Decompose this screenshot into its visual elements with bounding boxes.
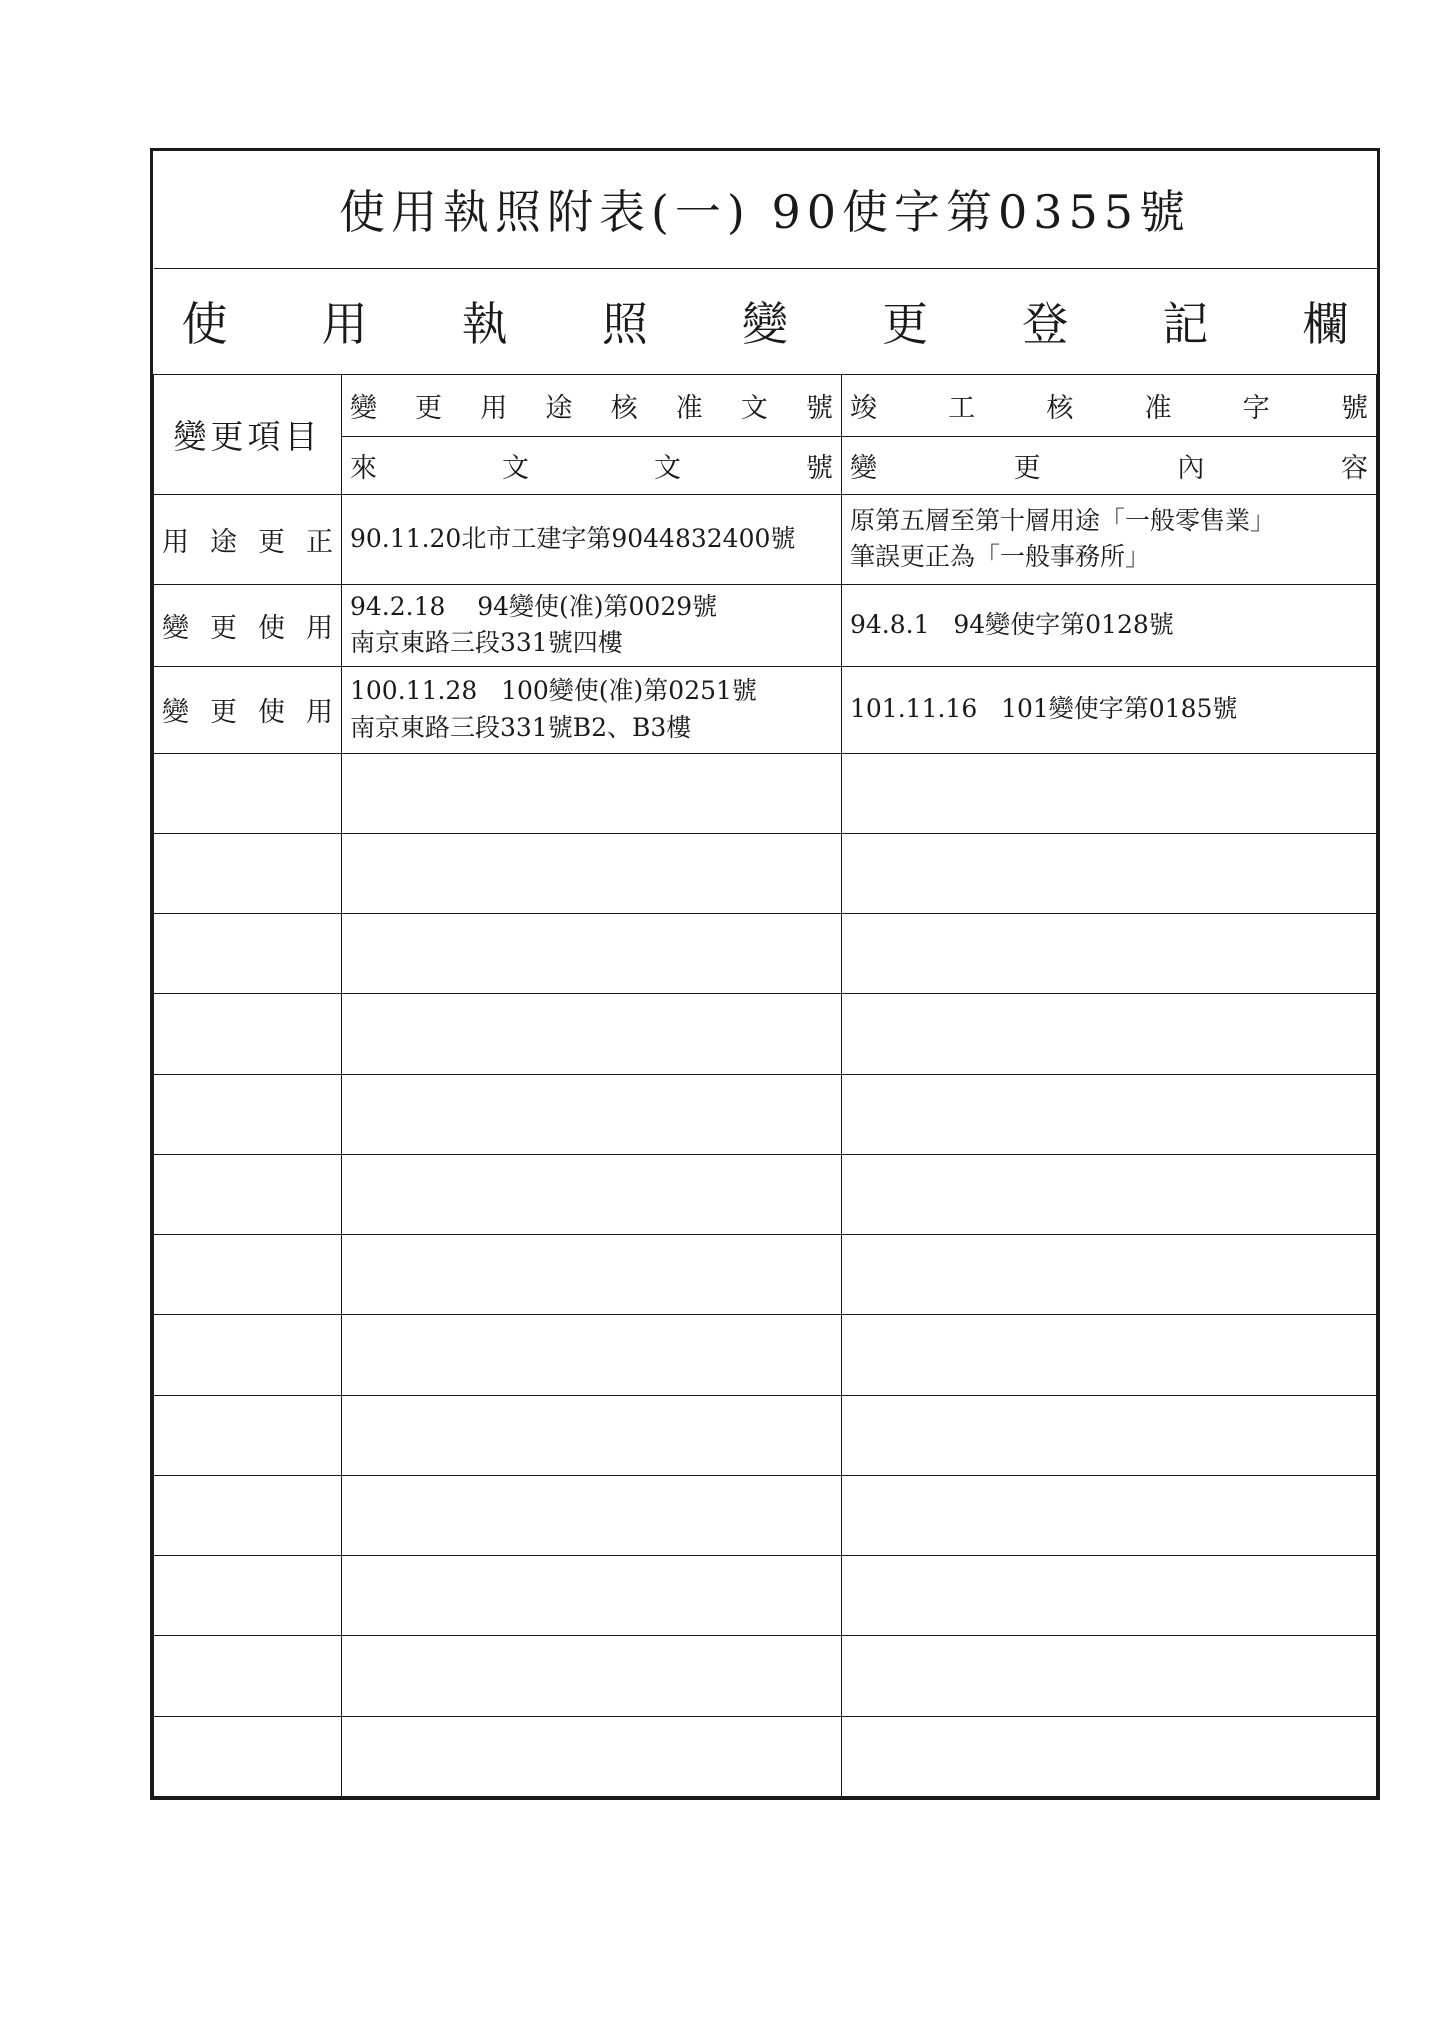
header-change-content-text — [850, 446, 1368, 485]
change-item-char: 使 — [258, 612, 285, 644]
change-content-line: 94.8.1 94變使字第0128號 — [850, 609, 1174, 639]
empty-cell — [342, 1716, 842, 1796]
change-item-cell — [154, 494, 342, 584]
empty-row — [154, 914, 1377, 994]
empty-row — [154, 1636, 1377, 1716]
table-row — [154, 494, 1377, 584]
change-content-cell — [842, 666, 1377, 753]
header-char: 准 — [1144, 392, 1172, 424]
empty-cell — [154, 1154, 342, 1234]
header-char: 來 — [350, 452, 377, 484]
register-table — [153, 151, 1377, 1797]
header-char: 號 — [805, 392, 833, 424]
empty-cell — [342, 1154, 842, 1234]
subtitle-text — [182, 288, 1349, 354]
empty-cell — [842, 1636, 1377, 1716]
subtitle-char: 變 — [742, 297, 788, 351]
empty-cell — [154, 1235, 342, 1315]
change-item-text — [162, 520, 333, 559]
empty-cell — [342, 1395, 842, 1475]
header-char: 文 — [740, 392, 768, 424]
change-item-char: 使 — [258, 697, 285, 728]
change-item-char: 變 — [162, 612, 189, 644]
empty-row — [154, 753, 1377, 833]
subtitle-char: 照 — [601, 297, 648, 351]
table-row — [154, 666, 1377, 753]
empty-cell — [154, 1315, 342, 1395]
header-char: 竣 — [850, 392, 877, 424]
empty-cell — [342, 914, 842, 994]
header-completion-no — [842, 374, 1377, 436]
change-content-cell — [842, 494, 1377, 584]
empty-cell — [154, 914, 342, 994]
header-char: 變 — [850, 452, 877, 484]
empty-cell — [154, 994, 342, 1074]
change-item-text — [162, 690, 333, 729]
empty-cell — [842, 1556, 1377, 1636]
header-change-content — [842, 436, 1377, 494]
empty-cell — [842, 1235, 1377, 1315]
change-item-char: 途 — [210, 526, 237, 558]
empty-cell — [154, 753, 342, 833]
header-char: 准 — [675, 392, 703, 424]
header-char: 文 — [654, 452, 681, 484]
empty-row — [154, 1235, 1377, 1315]
change-item-char: 更 — [210, 612, 237, 644]
incoming-doc-cell — [342, 666, 842, 753]
change-item-cell — [154, 584, 342, 666]
header-char: 號 — [1340, 392, 1368, 424]
empty-cell — [342, 753, 842, 833]
change-item-text — [162, 606, 333, 645]
empty-cell — [154, 1556, 342, 1636]
header-char: 更 — [415, 392, 443, 424]
empty-cell — [342, 1235, 842, 1315]
table-row — [154, 584, 1377, 666]
incoming-doc-cell — [342, 494, 842, 584]
change-item-char: 變 — [162, 697, 189, 728]
incoming-doc-line: 南京東路三段331號B2、B3樓 — [350, 712, 692, 742]
change-item-char: 用 — [162, 526, 189, 558]
section-subtitle — [154, 268, 1377, 374]
empty-row — [154, 1556, 1377, 1636]
header-char: 容 — [1340, 452, 1368, 484]
empty-row — [154, 994, 1377, 1074]
change-item-char: 用 — [306, 697, 333, 728]
empty-cell — [342, 833, 842, 913]
empty-cell — [842, 994, 1377, 1074]
header-approval-no-text — [350, 386, 833, 425]
empty-cell — [842, 753, 1377, 833]
empty-cell — [342, 994, 842, 1074]
change-content-line: 筆誤更正為「一般事務所」 — [850, 542, 1151, 571]
empty-row — [154, 1395, 1377, 1475]
empty-cell — [842, 1315, 1377, 1395]
change-item-char: 更 — [210, 697, 237, 728]
header-approval-no — [342, 374, 842, 436]
header-char: 號 — [806, 452, 833, 484]
empty-cell — [842, 1475, 1377, 1555]
change-content-line: 101.11.16 101變使字第0185號 — [850, 694, 1238, 724]
empty-cell — [154, 1475, 342, 1555]
header-char: 內 — [1177, 452, 1205, 484]
empty-row — [154, 1154, 1377, 1234]
change-content-line: 原第五層至第十層用途「一般零售業」 — [850, 505, 1276, 535]
empty-row — [154, 833, 1377, 913]
empty-cell — [342, 1074, 842, 1154]
subtitle-char: 執 — [461, 297, 508, 351]
subtitle-char: 更 — [882, 297, 929, 351]
empty-row — [154, 1475, 1377, 1555]
header-char: 文 — [502, 452, 529, 484]
empty-cell — [154, 1395, 342, 1475]
incoming-doc-line: 100.11.28 100變使(准)第0251號 — [350, 676, 757, 706]
empty-cell — [342, 1556, 842, 1636]
empty-cell — [154, 1074, 342, 1154]
subtitle-char: 登 — [1022, 297, 1069, 351]
empty-cell — [842, 1074, 1377, 1154]
empty-cell — [842, 914, 1377, 994]
header-char: 字 — [1242, 392, 1270, 424]
change-content-cell — [842, 584, 1377, 666]
license-change-register — [150, 148, 1380, 1800]
empty-row — [154, 1716, 1377, 1796]
empty-cell — [842, 1716, 1377, 1796]
header-incoming-doc-text — [350, 446, 833, 485]
change-item-char: 正 — [306, 526, 333, 558]
change-item-char: 更 — [258, 526, 285, 558]
header-char: 更 — [1013, 452, 1041, 484]
empty-row — [154, 1315, 1377, 1395]
empty-cell — [154, 833, 342, 913]
empty-cell — [842, 1154, 1377, 1234]
header-incoming-doc — [342, 436, 842, 494]
change-item-char: 用 — [306, 612, 333, 644]
subtitle-char: 使 — [181, 297, 228, 351]
empty-cell — [342, 1475, 842, 1555]
incoming-doc-line: 94.2.18 94變使(准)第0029號 — [350, 591, 718, 621]
header-char: 途 — [545, 392, 573, 424]
subtitle-char: 記 — [1162, 297, 1209, 351]
header-completion-no-text — [850, 386, 1368, 425]
header-change-item: 變更項目 — [154, 374, 342, 494]
empty-cell — [342, 1636, 842, 1716]
subtitle-char: 欄 — [1302, 297, 1349, 351]
incoming-doc-line: 南京東路三段331號四樓 — [350, 628, 623, 657]
empty-row — [154, 1074, 1377, 1154]
incoming-doc-cell — [342, 584, 842, 666]
header-char: 工 — [948, 392, 976, 424]
header-char: 核 — [610, 392, 638, 424]
header-char: 核 — [1046, 392, 1074, 424]
change-item-cell — [154, 666, 342, 753]
empty-cell — [842, 1395, 1377, 1475]
incoming-doc-line: 90.11.20北市工建字第9044832400號 — [350, 523, 796, 553]
empty-cell — [342, 1315, 842, 1395]
header-char: 用 — [480, 392, 508, 424]
empty-cell — [154, 1636, 342, 1716]
empty-cell — [842, 833, 1377, 913]
subtitle-char: 用 — [321, 297, 368, 351]
header-char: 變 — [350, 392, 377, 424]
page-title: 使用執照附表(一) 90使字第0355號 — [154, 151, 1377, 268]
empty-cell — [154, 1716, 342, 1796]
